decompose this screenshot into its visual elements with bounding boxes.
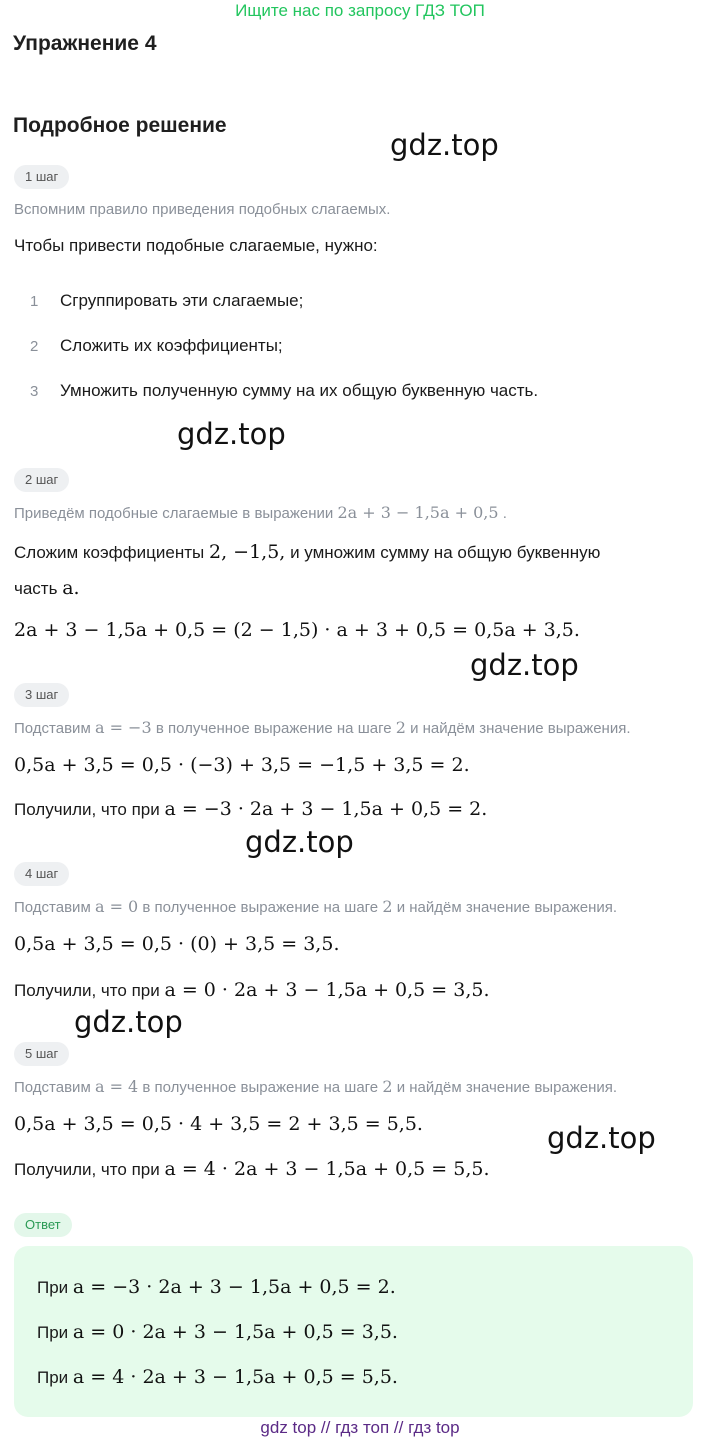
step-text: часть a. <box>14 577 80 599</box>
math-inline: a = 0 · 2a + 3 − 1,5a + 0,5 = 3,5. <box>72 1321 398 1343</box>
watermark: gdz.top <box>74 1005 183 1039</box>
step-intro: Чтобы привести подобные слагаемые, нужно: <box>14 236 378 255</box>
list-item-text: Умножить полученную сумму на их общую буквенную часть. <box>60 381 539 400</box>
equation: 0,5a + 3,5 = 0,5 · 4 + 3,5 = 2 + 3,5 = 5,5. <box>14 1113 423 1135</box>
equation: 2a + 3 − 1,5a + 0,5 = (2 − 1,5) · a + 3 + 0,5 = 0,5a + 3,5. <box>14 619 580 641</box>
step-badge: 5 шаг <box>14 1042 69 1066</box>
footer-links[interactable]: gdz top // гдз топ // гдз top <box>260 1418 460 1437</box>
list-item-text: Сгруппировать эти слагаемые; <box>60 291 304 310</box>
step-hint: Подставим a = −3 в полученное выражение на шаге 2 и найдём значение выражения. <box>14 718 631 737</box>
math-inline: a = −3 · 2a + 3 − 1,5a + 0,5 = 2. <box>72 1276 396 1298</box>
math-inline: a = 4 · 2a + 3 − 1,5a + 0,5 = 5,5. <box>72 1366 398 1388</box>
watermark: gdz.top <box>177 417 286 451</box>
watermark: gdz.top <box>390 128 499 162</box>
step-result: Получили, что при a = −3 · 2a + 3 − 1,5a + 0,5 = 2. <box>14 798 488 820</box>
answer-line: При a = −3 · 2a + 3 − 1,5a + 0,5 = 2. <box>37 1276 396 1298</box>
section-title: Подробное решение <box>13 114 227 137</box>
step-hint: Приведём подобные слагаемые в выражении 2a + 3 − 1,5a + 0,5 . <box>14 503 507 522</box>
step-text: Сложим коэффициенты 2, −1,5, и умножим сумму на общую буквенную <box>14 541 601 563</box>
watermark: gdz.top <box>245 825 354 859</box>
step-badge: 3 шаг <box>14 683 69 707</box>
step-badge: 1 шаг <box>14 165 69 189</box>
step-result: Получили, что при a = 4 · 2a + 3 − 1,5a + 0,5 = 5,5. <box>14 1158 490 1180</box>
math-inline: a = 4 · 2a + 3 − 1,5a + 0,5 = 5,5. <box>164 1158 490 1180</box>
math-inline: 2, −1,5, <box>208 541 286 563</box>
math-inline: 2 <box>382 897 393 916</box>
watermark: gdz.top <box>547 1121 656 1155</box>
answer-badge: Ответ <box>14 1213 72 1237</box>
equation: 0,5a + 3,5 = 0,5 · (−3) + 3,5 = −1,5 + 3,5 = 2. <box>14 754 470 776</box>
step-hint: Вспомним правило приведения подобных слагаемых. <box>14 201 391 218</box>
math-inline: 2 <box>382 1077 393 1096</box>
step-badge: 2 шаг <box>14 468 69 492</box>
watermark: gdz.top <box>470 648 579 682</box>
page-title: Упражнение 4 <box>13 32 157 55</box>
list-item-text: Сложить их коэффициенты; <box>60 336 283 355</box>
math-inline: a = 0 · 2a + 3 − 1,5a + 0,5 = 3,5. <box>164 979 490 1001</box>
answer-line: При a = 4 · 2a + 3 − 1,5a + 0,5 = 5,5. <box>37 1366 398 1388</box>
list-item-number: 2 <box>30 338 39 355</box>
answer-line: При a = 0 · 2a + 3 − 1,5a + 0,5 = 3,5. <box>37 1321 398 1343</box>
math-inline: a = 4 <box>94 1077 139 1096</box>
list-item-number: 3 <box>30 383 39 400</box>
list-item-number: 1 <box>30 293 39 310</box>
math-inline: a = 0 <box>94 897 139 916</box>
list-item <box>30 336 283 356</box>
step-hint: Подставим a = 4 в полученное выражение на шаге 2 и найдём значение выражения. <box>14 1077 618 1096</box>
math-inline: 2 <box>395 718 406 737</box>
equation: 0,5a + 3,5 = 0,5 · (0) + 3,5 = 3,5. <box>14 933 340 955</box>
promo-banner: Ищите нас по запросу ГДЗ ТОП <box>235 1 485 20</box>
math-inline: 2a + 3 − 1,5a + 0,5 <box>337 503 499 522</box>
math-inline: a = −3 · 2a + 3 − 1,5a + 0,5 = 2. <box>164 798 488 820</box>
list-item <box>30 381 538 401</box>
list-item <box>30 291 303 311</box>
step-hint: Подставим a = 0 в полученное выражение на шаге 2 и найдём значение выражения. <box>14 897 618 916</box>
math-inline: a = −3 <box>94 718 152 737</box>
step-badge: 4 шаг <box>14 862 69 886</box>
math-inline: a. <box>62 577 80 599</box>
step-result: Получили, что при a = 0 · 2a + 3 − 1,5a + 0,5 = 3,5. <box>14 979 490 1001</box>
